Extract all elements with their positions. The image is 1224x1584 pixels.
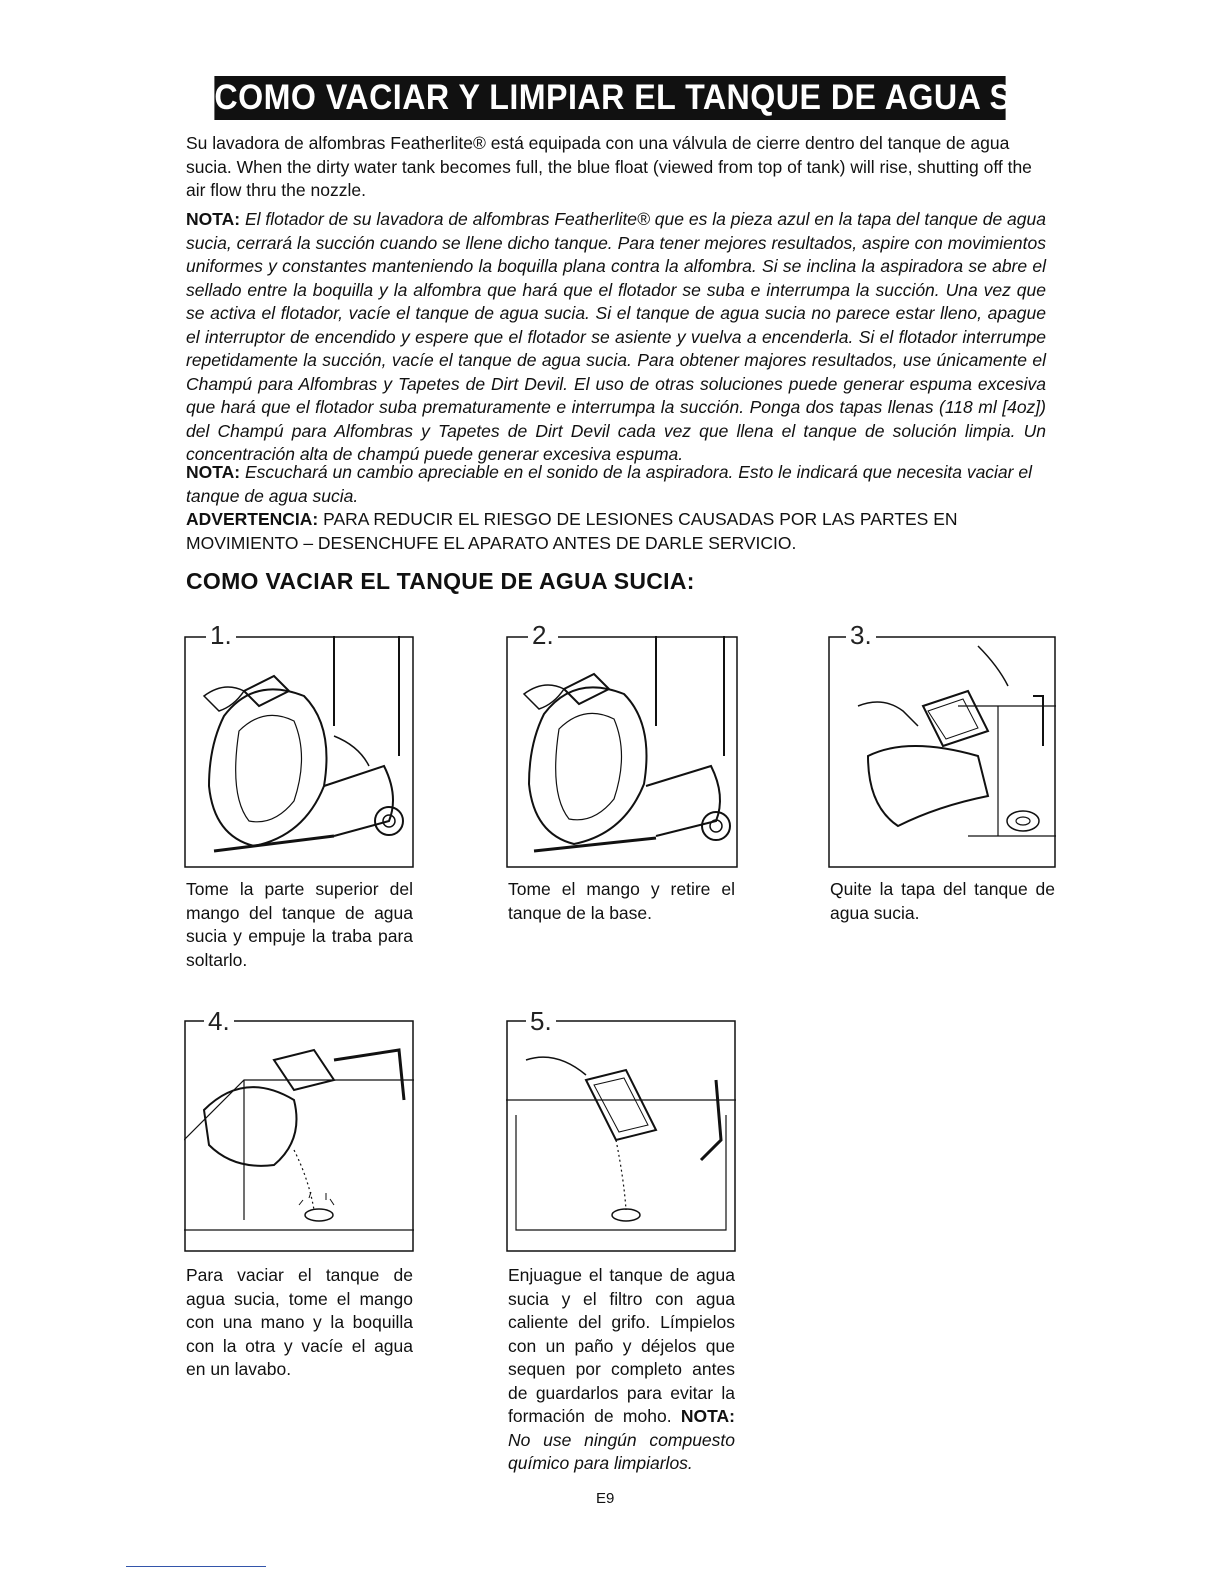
nota-text: Escuchará un cambio apreciable en el sonido de la aspiradora. Esto le indicará que necesita vaciar el tanque de agua sucia. [186, 462, 1032, 506]
step-4-caption: Para vaciar el tanque de agua sucia, tome el mango con una mano y la boquilla con la otra y vacíe el agua en un lavabo. [186, 1265, 413, 1379]
empty-tank-into-sink-drawing [184, 1020, 414, 1252]
nota-label: NOTA: [186, 462, 241, 482]
nota-paragraph-1 [186, 208, 1046, 467]
page-number: E9 [596, 1490, 615, 1507]
remove-lid-drawing [828, 636, 1056, 868]
step-4-illustration [184, 1006, 414, 1252]
step-5-number: 5. [526, 1006, 556, 1037]
step-2-number: 2. [528, 620, 558, 651]
step-2-caption: Tome el mango y retire el tanque de la base. [508, 879, 735, 923]
section-heading: COMO VACIAR EL TANQUE DE AGUA SUCIA: [186, 568, 695, 594]
step-5-caption-text: Enjuague el tanque de agua sucia y el filtro con agua caliente del grifo. Límpielos con un paño y déjelos que sequen por completo antes de guardarlos para evitar la formación de moho. [508, 1265, 735, 1426]
warning-paragraph [186, 508, 1046, 555]
step-3-number: 3. [846, 620, 876, 651]
nota-text: El flotador de su lavadora de alfombras Featherlite® que es la pieza azul en la tapa del tanque de agua sucia, cerrará la succión cuando se llene dicho tanque. Para tener mejores resultados, aspire con movimientos uniformes y constantes manteniendo la boquilla plana contra la alfombra. Si se inclina la aspiradora se abre el sellado entre la boquilla y la alfombra que hará que el flotador se suba e interrumpa la succión. Una vez que se activa el flotador, vacíe el tanque de agua sucia. Si el tanque de agua sucia no parece estar lleno, apague el interruptor de encendido y espere que el flotador se asiente y vuelva a encenderla. Si el flotador interrumpe repetidamente la succión, vacíe el tanque de agua sucia. Para obtener majores resultados, use únicamente el Champú para Alfombras y Tapetes de Dirt Devil. El uso de otras soluciones puede generar espuma excesiva que hará que el flotador suba prematuramente e interrumpa la succión. Ponga dos tapas llenas (118 ml [4oz]) del Champú para Alfombras y Tapetes de Dirt Devil cada vez que llena el tanque de solución limpia. Un concentración alta de champú puede generar excesiva espuma. [186, 209, 1046, 464]
intro-paragraph: Su lavadora de alfombras Featherlite® está equipada con una válvula de cierre dentro del tanque de agua sucia. When the dirty water tank becomes full, the blue float (viewed from top of tank) will rise, shutting off the air flow thru the nozzle. [186, 133, 1032, 200]
tank-removal-drawing [506, 636, 738, 868]
step-3-caption: Quite la tapa del tanque de agua sucia. [830, 879, 1055, 923]
step-1-caption: Tome la parte superior del mango del tanque de agua sucia y empuje la traba para soltarlo. [186, 879, 413, 970]
step-4-number: 4. [204, 1006, 234, 1037]
vacuum-tank-latch-drawing [184, 636, 414, 868]
step-5-nota-label: NOTA: [680, 1406, 735, 1426]
step-5-nota-text: No use ningún compuesto químico para limpiarlos. [508, 1429, 735, 1473]
rinse-tank-and-filter-drawing [506, 1020, 736, 1252]
step-5-caption [508, 1264, 735, 1476]
step-2-illustration [506, 620, 738, 868]
step-1-number: 1. [206, 620, 236, 651]
nota-paragraph-2 [186, 461, 1046, 508]
page-edge-line [126, 1566, 266, 1567]
step-3-illustration [828, 620, 1056, 868]
page-title-banner: COMO VACIAR Y LIMPIAR EL TANQUE DE AGUA SUCIA [214, 76, 1005, 120]
warning-label: ADVERTENCIA: [186, 509, 319, 529]
step-1-illustration [184, 620, 414, 868]
warning-text: PARA REDUCIR EL RIESGO DE LESIONES CAUSADAS POR LAS PARTES EN MOVIMIENTO – DESENCHUFE EL APARATO ANTES DE DARLE SERVICIO. [186, 509, 958, 553]
step-5-illustration [506, 1006, 736, 1252]
nota-label: NOTA: [186, 209, 241, 229]
